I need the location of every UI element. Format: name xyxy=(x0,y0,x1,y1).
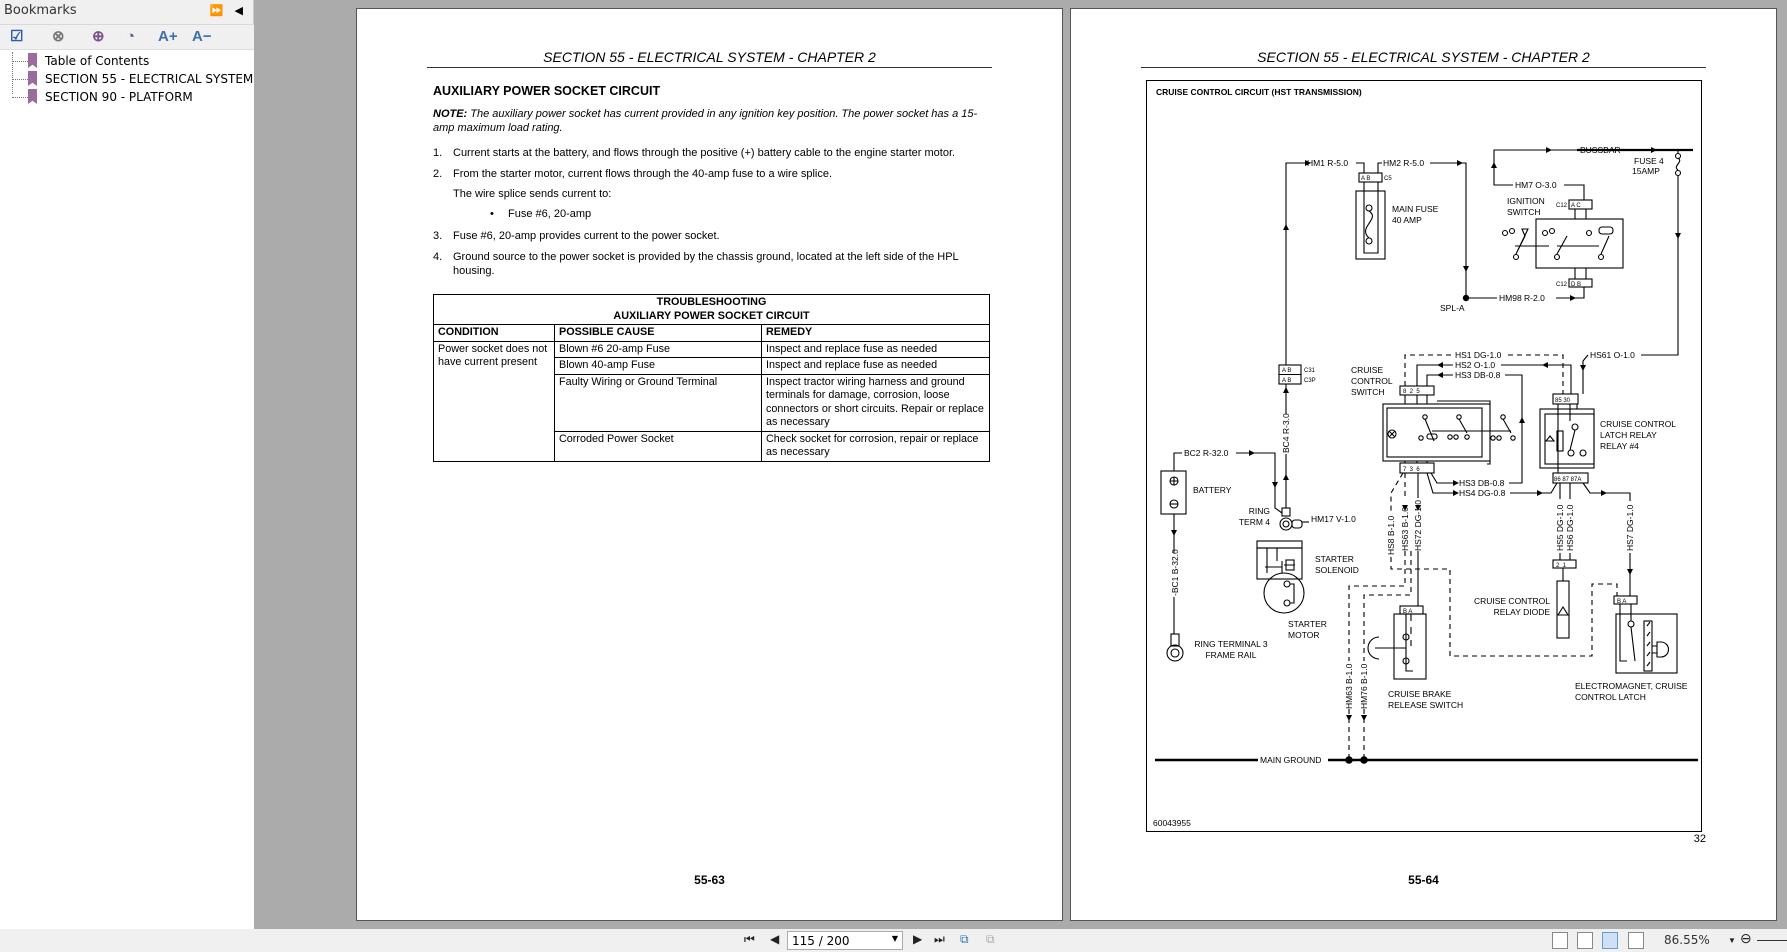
component-label: SOLENOID xyxy=(1315,565,1359,575)
step-subtext: The wire splice sends current to: xyxy=(453,188,612,200)
component-label: BATTERY xyxy=(1193,485,1232,495)
schematic-mark xyxy=(1501,415,1505,419)
schematic-mark xyxy=(1652,642,1669,657)
wire-label: HM98 R-2.0 xyxy=(1499,293,1545,303)
next-view-icon[interactable]: ⧉ xyxy=(986,932,995,946)
component-label: STARTER xyxy=(1288,619,1327,629)
page-number: 55-63 xyxy=(694,873,725,887)
schematic-mark xyxy=(1427,375,1522,483)
schematic-mark xyxy=(1356,191,1385,259)
step-number: 1. xyxy=(433,147,443,159)
component-label: FUSE 4 xyxy=(1634,156,1664,166)
wire-label: HS61 O-1.0 xyxy=(1590,350,1635,360)
bookmark-icon xyxy=(28,89,37,104)
connector-label: C12 xyxy=(1556,282,1568,288)
navigation-toolbar xyxy=(0,929,1787,952)
ground-label: MAIN GROUND xyxy=(1260,755,1322,765)
zoom-level[interactable]: 86.55% xyxy=(1664,933,1710,947)
component-label: STARTER xyxy=(1315,554,1354,564)
page-number: 55-64 xyxy=(1408,873,1439,887)
step-text: Fuse #6, 20-amp provides current to the power socket. xyxy=(453,230,720,242)
schematic-mark xyxy=(1599,255,1604,260)
schematic-mark xyxy=(1503,231,1508,236)
pin-label: 86 87 87A xyxy=(1554,477,1582,483)
header-rule xyxy=(1141,67,1706,68)
schematic-mark xyxy=(1644,621,1652,671)
panel-collapse-controls[interactable]: ⏩ ◀ xyxy=(209,5,247,17)
pin-label: B A xyxy=(1403,609,1413,615)
schematic-mark xyxy=(1171,649,1179,657)
schematic-mark xyxy=(1497,436,1501,440)
schematic-mark xyxy=(1425,419,1511,441)
component-label: CONTROL xyxy=(1351,376,1393,386)
schematic-mark xyxy=(1465,435,1469,439)
schematic-mark xyxy=(1511,436,1515,440)
zoom-slider[interactable] xyxy=(1757,940,1787,941)
bookmark-icon xyxy=(28,53,37,68)
schematic-mark xyxy=(1257,548,1302,579)
component-label: FRAME RAIL xyxy=(1205,650,1257,660)
schematic-mark xyxy=(1601,236,1609,254)
schematic-mark xyxy=(1368,637,1406,659)
schematic-mark xyxy=(1405,395,1427,463)
schematic-mark xyxy=(1628,621,1634,627)
schematic-mark xyxy=(1284,600,1290,606)
wire-label: HS1 DG-1.0 xyxy=(1455,350,1502,360)
continuous-view-icon[interactable] xyxy=(1577,932,1593,949)
schematic-mark xyxy=(1580,450,1586,456)
component-label: SWITCH xyxy=(1351,387,1385,397)
header-rule xyxy=(427,67,992,68)
cause-cell: Corroded Power Socket xyxy=(555,431,762,461)
schematic-mark xyxy=(1676,154,1681,159)
increase-font-icon[interactable]: A+ xyxy=(158,28,178,45)
schematic-mark xyxy=(1366,238,1372,244)
pin-label: 7 3 6 xyxy=(1403,467,1420,473)
pin-label: D B xyxy=(1571,282,1582,288)
schematic-mark xyxy=(1391,473,1617,656)
schematic-mark xyxy=(1463,295,1469,301)
column-header: REMEDY xyxy=(762,325,990,342)
schematic-mark xyxy=(1514,255,1519,260)
schematic-mark xyxy=(1587,231,1592,236)
bookmark-tree: Table of Contents SECTION 55 - ELECTRICAL SYSTEM SECTION 90 - PLATFORM xyxy=(0,49,254,929)
connector-label: C3P xyxy=(1304,378,1316,384)
remedy-cell: Inspect and replace fuse as needed xyxy=(762,341,990,358)
circuit-schematic xyxy=(1147,81,1701,831)
page-header: SECTION 55 - ELECTRICAL SYSTEM - CHAPTER 2 xyxy=(543,49,876,65)
connector-label: C12 xyxy=(1556,203,1568,209)
component-label: SWITCH xyxy=(1507,207,1541,217)
tree-connector xyxy=(12,52,13,94)
schematic-mark xyxy=(1257,541,1302,548)
connector-label: C5 xyxy=(1384,176,1392,182)
troubleshooting-table xyxy=(433,294,990,462)
schematic-mark xyxy=(1283,521,1289,527)
schematic-mark xyxy=(1290,584,1294,603)
schematic-mark xyxy=(1167,645,1183,661)
wire-label: HM1 R-5.0 xyxy=(1307,158,1349,168)
wire-label: HS3 DB-0.8 xyxy=(1455,370,1501,380)
schematic-mark xyxy=(1345,756,1353,764)
component-label: ELECTROMAGNET, CRUISE xyxy=(1575,681,1688,691)
schematic-mark xyxy=(1394,614,1426,679)
condition-cell: Power socket does not have current present xyxy=(434,341,555,461)
component-label: 40 AMP xyxy=(1392,215,1422,225)
schematic-mark xyxy=(1155,150,1698,760)
schematic-mark xyxy=(1423,415,1427,419)
component-label: RING xyxy=(1248,506,1270,516)
cause-cell: Blown 40-amp Fuse xyxy=(555,358,762,375)
zoom-out-icon[interactable]: ⊖ xyxy=(1740,930,1752,946)
schematic-mark xyxy=(1510,229,1515,234)
last-page-icon[interactable]: ⏭ xyxy=(934,932,945,946)
remedy-cell: Check socket for corrosion, repair or replace as necessary xyxy=(762,431,990,461)
schematic-mark xyxy=(1570,430,1575,450)
schematic-mark xyxy=(1491,436,1495,440)
pin-label: 8 2 5 xyxy=(1403,389,1420,395)
pin-label: A C xyxy=(1571,203,1581,209)
schematic-mark xyxy=(1647,622,1650,666)
single-page-view-icon[interactable] xyxy=(1552,932,1568,949)
table-title: TROUBLESHOOTING AUXILIARY POWER SOCKET CIRCUIT xyxy=(434,295,990,325)
schematic-mark xyxy=(1676,171,1681,176)
schematic-mark xyxy=(1676,158,1679,170)
step-number: 3. xyxy=(433,230,443,242)
schematic-mark xyxy=(1616,614,1677,673)
schematic-mark xyxy=(1282,508,1290,516)
schematic-mark xyxy=(1389,431,1395,437)
schematic-mark xyxy=(1286,163,1364,508)
pin-label: B A xyxy=(1617,599,1627,605)
schematic-mark xyxy=(1558,607,1568,615)
add-bookmark-icon[interactable]: ⊕ xyxy=(92,28,105,45)
column-header: POSSIBLE CAUSE xyxy=(555,325,762,342)
page-number-input[interactable]: 115 / 200 ▼ xyxy=(787,931,903,950)
wire-label: HS7 DG-1.0 xyxy=(1625,504,1635,551)
wire-label: HM17 V-1.0 xyxy=(1311,514,1356,524)
schematic-mark xyxy=(1599,227,1613,234)
previous-page-icon[interactable]: ◀ xyxy=(770,932,780,946)
wiring-diagram xyxy=(1146,80,1702,832)
connector-label: C31 xyxy=(1304,368,1316,374)
previous-view-icon[interactable]: ⧉ xyxy=(960,932,969,946)
bullet-icon: • xyxy=(490,208,494,220)
bookmark-icon xyxy=(28,71,37,86)
wire-label: HS5 DG-1.0 xyxy=(1555,504,1565,551)
schematic-mark xyxy=(1284,581,1290,587)
component-label: CRUISE CONTROL xyxy=(1600,419,1677,429)
step-number: 4. xyxy=(433,251,443,263)
schematic-mark xyxy=(1494,150,1584,200)
document-page-right xyxy=(1070,8,1777,921)
schematic-mark xyxy=(1555,255,1560,260)
schematic-mark xyxy=(1366,205,1372,211)
schematic-mark xyxy=(1292,520,1302,528)
bookmarks-panel xyxy=(0,0,254,929)
schematic-mark xyxy=(1387,408,1482,457)
wire-label: HM2 R-5.0 xyxy=(1383,158,1425,168)
decrease-font-icon[interactable]: A− xyxy=(192,28,212,45)
wire-label: HS6 DG-1.0 xyxy=(1565,504,1575,551)
schematic-mark xyxy=(1366,211,1373,238)
component-label: RING TERMINAL 3 xyxy=(1194,639,1268,649)
schematic-mark xyxy=(1383,404,1490,461)
schematic-mark xyxy=(1543,231,1548,236)
chevron-down-icon[interactable]: ▼ xyxy=(891,934,898,943)
wire-label: BC2 R-32.0 xyxy=(1184,448,1229,458)
component-label: RELAY DIODE xyxy=(1493,607,1550,617)
wire-label: HS8 B-1.0 xyxy=(1386,515,1396,555)
cause-cell: Faulty Wiring or Ground Terminal xyxy=(555,374,762,431)
schematic-mark xyxy=(1620,604,1635,661)
bookmarks-toolbar xyxy=(0,24,254,49)
schematic-mark xyxy=(1546,436,1554,441)
checklist-icon[interactable]: ☑ xyxy=(10,28,24,45)
zoom-dropdown-icon[interactable]: ▼ xyxy=(1728,936,1736,945)
bullet-text: Fuse #6, 20-amp xyxy=(508,208,592,220)
goto-bookmark-icon[interactable]: ◔ xyxy=(126,28,136,45)
step-text: From the starter motor, current flows through the 40-amp fuse to a wire splice. xyxy=(453,168,833,180)
schematic-mark xyxy=(1349,473,1405,760)
wire-label: HM76 B-1.0 xyxy=(1359,663,1369,709)
pin-label: 2 1 xyxy=(1556,563,1567,569)
schematic-mark xyxy=(1536,219,1623,268)
wire-label: BUSSBAR xyxy=(1580,145,1621,155)
component-label: IGNITION xyxy=(1507,196,1545,206)
component-label: CRUISE CONTROL xyxy=(1473,596,1550,606)
schematic-mark xyxy=(1550,229,1555,234)
component-label: MOTOR xyxy=(1288,630,1320,640)
component-label: LATCH RELAY xyxy=(1600,430,1657,440)
wire-label: HS72 DG-1.0 xyxy=(1413,499,1423,551)
wire-label: -BC1 B-32.0 xyxy=(1170,549,1180,596)
splice-label: SPL-A xyxy=(1440,303,1465,313)
pin-label: A B xyxy=(1361,176,1371,182)
wire-label: BC4 R-3.0 xyxy=(1281,413,1291,453)
component-label: TERM 4 xyxy=(1238,517,1270,527)
component-label: RELEASE SWITCH xyxy=(1388,700,1464,710)
component-label: CRUISE xyxy=(1351,365,1384,375)
component-label: CRUISE BRAKE xyxy=(1388,689,1452,699)
schematic-mark xyxy=(1572,424,1578,430)
column-header: CONDITION xyxy=(434,325,555,342)
schematic-mark xyxy=(1448,435,1452,439)
component-label: RELAY #4 xyxy=(1600,441,1639,451)
remedy-cell: Inspect tractor wiring harness and ground terminals for damage, corrosion, loose connectors or short circuits. Repair or replace as necessary xyxy=(762,374,990,431)
figure-number: 32 xyxy=(1693,833,1706,845)
schematic-mark xyxy=(1516,229,1528,254)
pin-label: A B xyxy=(1282,378,1292,384)
step-text: Current starts at the battery, and flows through the positive (+) battery cable to the engine starter motor. xyxy=(453,147,956,159)
component-label: MAIN FUSE xyxy=(1392,204,1439,214)
component-label: CONTROL LATCH xyxy=(1575,692,1646,702)
section-title: AUXILIARY POWER SOCKET CIRCUIT xyxy=(433,84,661,98)
page-header: SECTION 55 - ELECTRICAL SYSTEM - CHAPTER 2 xyxy=(1257,49,1590,65)
wire-label: HM7 O-3.0 xyxy=(1515,180,1557,190)
schematic-mark xyxy=(1360,756,1368,764)
schematic-mark xyxy=(1454,435,1458,439)
delete-bookmark-icon[interactable]: ⊗ xyxy=(52,28,65,45)
pin-label: A B xyxy=(1282,368,1292,374)
schematic-mark xyxy=(1557,236,1567,254)
next-page-icon[interactable]: ▶ xyxy=(913,932,923,946)
schematic-mark xyxy=(1557,581,1569,638)
diagram-title: CRUISE CONTROL CIRCUIT (HST TRANSMISSION) xyxy=(1156,87,1362,97)
panel-title: Bookmarks xyxy=(4,3,77,18)
pin-label: 85 30 xyxy=(1555,398,1571,404)
schematic-mark xyxy=(1171,634,1179,646)
remedy-cell: Inspect and replace fuse as needed xyxy=(762,358,990,375)
schematic-mark xyxy=(1583,483,1630,596)
schematic-mark xyxy=(1280,518,1292,530)
wire-label: HS3 DB-0.8 xyxy=(1459,478,1505,488)
step-number: 2. xyxy=(433,168,443,180)
wire-label: HM63 B-1.0 xyxy=(1344,663,1354,709)
schematic-mark xyxy=(1249,147,1657,496)
figure-code: 60043955 xyxy=(1153,818,1191,828)
schematic-mark xyxy=(1419,436,1423,440)
table-row xyxy=(434,341,990,358)
component-label: 15AMP xyxy=(1632,166,1660,176)
wire-label: HS2 O-1.0 xyxy=(1455,360,1496,370)
wire-label: HS4 DG-0.8 xyxy=(1459,488,1506,498)
schematic-mark xyxy=(1174,453,1282,513)
step-text: Ground source to the power socket is provided by the chassis ground, located at the left side of the HPL housing. xyxy=(453,251,959,277)
schematic-mark xyxy=(1457,415,1461,419)
first-page-icon[interactable]: ⏮ xyxy=(744,932,755,946)
wire-label: HS63 B-1.0 xyxy=(1400,507,1410,551)
schematic-mark xyxy=(1568,450,1574,456)
cause-cell: Blown #6 20-amp Fuse xyxy=(555,341,762,358)
facing-view-icon[interactable] xyxy=(1602,932,1618,949)
continuous-facing-view-icon[interactable] xyxy=(1628,932,1644,949)
note: NOTE: The auxiliary power socket has current provided in any ignition key position. The power socket has a 15-amp maximum load rating. xyxy=(433,108,978,134)
document-page-left xyxy=(356,8,1063,921)
